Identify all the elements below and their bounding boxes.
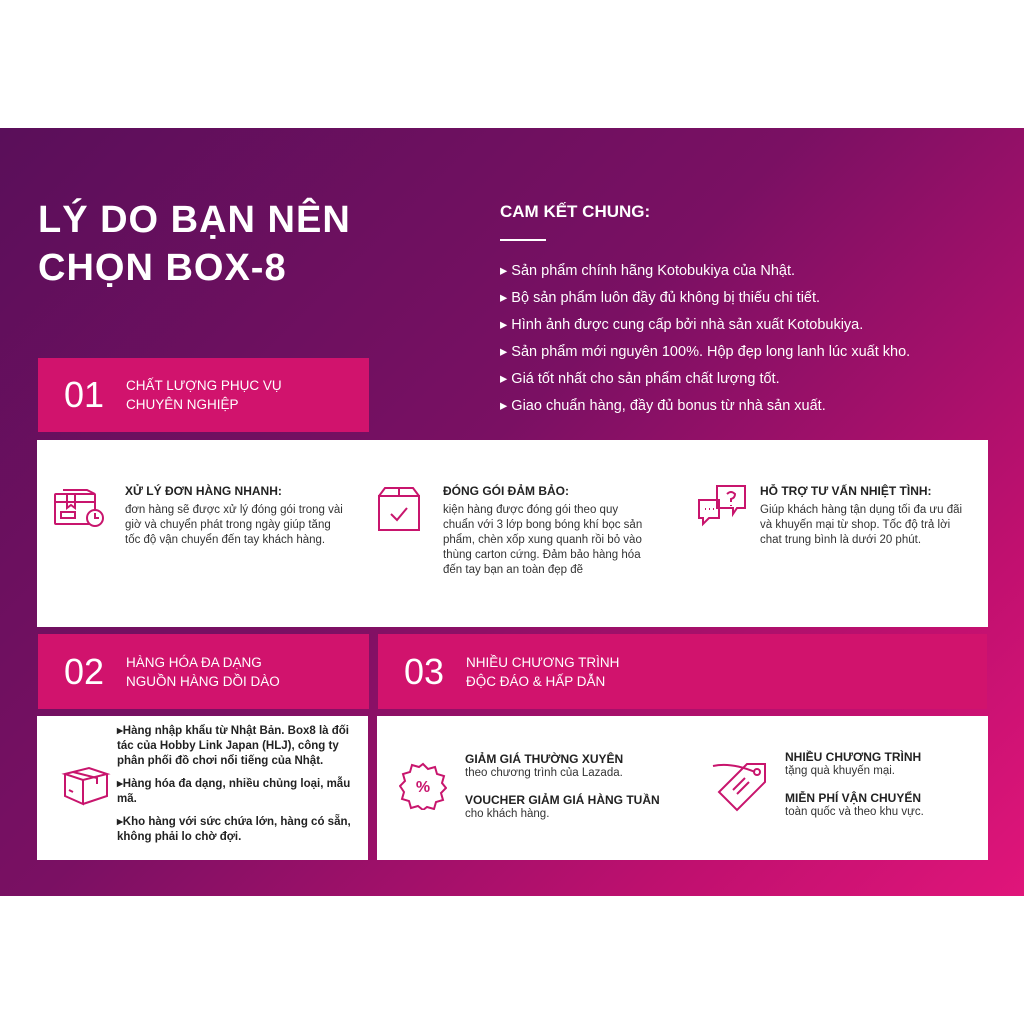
section-number: 03 — [404, 650, 445, 692]
commitment-item: ▸ Sản phẩm chính hãng Kotobukiya của Nhật. — [500, 263, 796, 279]
section-label-line: ĐỘC ĐÁO & HẤP DẪN — [466, 673, 606, 689]
commitment-item: ▸ Sản phẩm mới nguyên 100%. Hộp đẹp long lanh lúc xuất kho. — [500, 344, 911, 360]
package-check-icon — [375, 484, 427, 536]
product-text — [117, 724, 365, 853]
promo-sub: cho khách hàng. — [465, 808, 550, 820]
commitment-title: CAM KẾT CHUNG: — [500, 202, 651, 221]
section-label — [126, 653, 326, 691]
box-icon — [61, 758, 111, 808]
feature-text: đơn hàng sẽ được xử lý đóng gói trong vài giờ và chuyển phát trong ngày giúp tăng tốc độ vận chuyển đến tay khách hàng. — [125, 504, 343, 546]
product-paragraph: ▸Hàng nhập khẩu từ Nhật Bản. Box8 là đối tác của Hobby Link Japan (HLJ), công ty phân phối đồ chơi nổi tiếng của Nhật. — [117, 725, 349, 767]
feature-title: ĐÓNG GÓI ĐẢM BẢO: — [443, 484, 569, 498]
commitment-item: ▸ Hình ảnh được cung cấp bởi nhà sản xuất Kotobukiya. — [500, 317, 864, 333]
section-label-line: HÀNG HÓA ĐA DẠNG — [126, 654, 262, 670]
section-label — [126, 376, 326, 414]
product-paragraph: ▸Kho hàng với sức chứa lớn, hàng có sẵn, không phải lo chờ đợi. — [117, 816, 351, 843]
commitment-item: ▸ Bộ sản phẩm luôn đầy đủ không bị thiếu chi tiết. — [500, 290, 821, 306]
feature-text: Giúp khách hàng tận dụng tối đa ưu đãi và khuyến mại từ shop. Tốc độ trả lời chat trung bình là dưới 20 phút. — [760, 504, 963, 546]
feature-fast-processing — [53, 484, 353, 614]
section-02-header — [38, 634, 369, 709]
commitment-list — [500, 258, 910, 420]
section-label-line: NHIỀU CHƯƠNG TRÌNH — [466, 654, 620, 670]
svg-text:%: % — [415, 779, 431, 796]
title-line-1: LÝ DO BẠN NÊN — [38, 199, 351, 241]
section-number: 01 — [64, 374, 105, 415]
section-label-line: NGUỒN HÀNG DỒI DÀO — [126, 673, 280, 689]
promo-title: MIỄN PHÍ VẬN CHUYỂN — [785, 791, 922, 805]
feature-title: HỖ TRỢ TƯ VẤN NHIỆT TÌNH: — [760, 484, 932, 498]
section-label — [466, 653, 666, 691]
price-tag-icon — [711, 760, 769, 812]
promo-sub: tặng quà khuyến mại. — [785, 765, 895, 777]
commitment-divider — [500, 239, 546, 241]
section-label-line: CHUYÊN NGHIỆP — [126, 397, 239, 412]
feature-support — [697, 484, 987, 614]
chat-support-icon — [697, 484, 749, 536]
section-label-line: CHẤT LƯỢNG PHỤC VỤ — [126, 378, 282, 393]
commitment-item: ▸ Giá tốt nhất cho sản phẩm chất lượng tốt. — [500, 371, 780, 387]
feature-text: kiện hàng được đóng gói theo quy chuẩn với 3 lớp bong bóng khí bọc sản phẩm, chèn xốp xung quanh rồi bỏ vào thùng carton cứng. Đảm bảo hàng hóa đến tay bạn an toàn đẹp đẽ — [443, 504, 643, 576]
service-card — [37, 440, 988, 627]
title-line-2: CHỌN BOX-8 — [38, 247, 287, 289]
page-title — [38, 196, 351, 292]
delivery-box-clock-icon — [53, 484, 105, 536]
promo-sub: theo chương trình của Lazada. — [465, 767, 623, 779]
promo-title: GIẢM GIÁ THƯỜNG XUYÊN — [465, 752, 624, 766]
promo-title: VOUCHER GIẢM GIÁ HÀNG TUẦN — [465, 793, 660, 807]
promo-sub: toàn quốc và theo khu vực. — [785, 806, 924, 818]
section-01-header — [38, 358, 369, 432]
commitment-item: ▸ Giao chuẩn hàng, đầy đủ bonus từ nhà sản xuất. — [500, 398, 826, 414]
promotion-card — [377, 716, 988, 860]
section-number: 02 — [64, 650, 105, 692]
discount-badge-icon — [399, 762, 447, 810]
promo-title: NHIỀU CHƯƠNG TRÌNH — [785, 750, 922, 764]
section-03-header — [378, 634, 987, 709]
feature-title: XỬ LÝ ĐƠN HÀNG NHANH: — [125, 484, 282, 498]
product-card — [37, 716, 368, 860]
product-paragraph: ▸Hàng hóa đa dạng, nhiều chủng loại, mẫu mã. — [117, 778, 351, 805]
feature-safe-packing — [375, 484, 675, 614]
